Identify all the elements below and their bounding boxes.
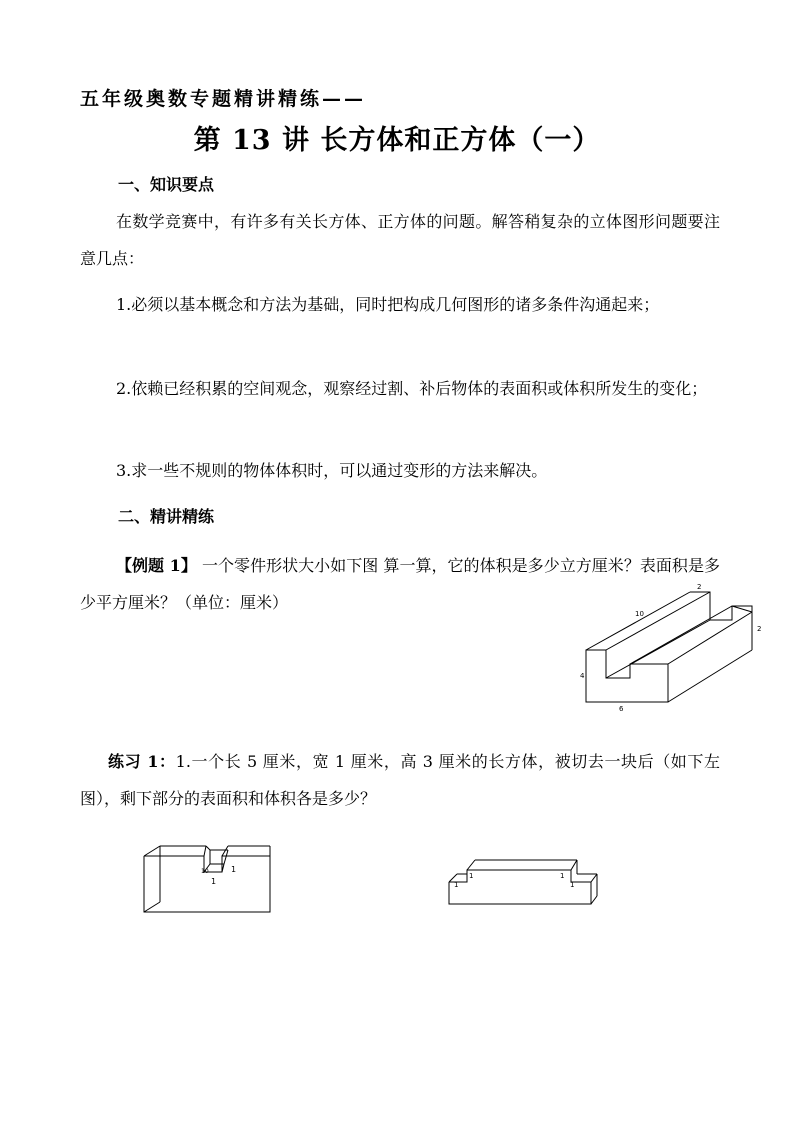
lecture-title: 第 13 讲 长方体和正方体（一） — [193, 125, 601, 156]
label-length: 10 — [635, 610, 644, 618]
knowledge-intro: 在数学竞赛中，有许多有关长方体、正方体的问题。解答稍复杂的立体图形问题要注意几点： — [80, 212, 720, 268]
example-1-figure — [580, 578, 770, 718]
exercise-1-left-figure — [140, 840, 280, 920]
label-right-side: 1 — [570, 881, 575, 889]
label-bottom-width: 6 — [619, 705, 624, 713]
label-notch-depth: 10 — [201, 868, 209, 875]
label-left-side: 1 — [454, 881, 459, 889]
exercise-1 — [80, 743, 720, 817]
label-right-top: 1 — [560, 872, 565, 880]
example-1-text: 一个零件形状大小如下图 算一算，它的体积是多少立方厘米？表面积是多少平方厘米？（单位：厘米） — [80, 556, 720, 612]
label-notch-height: 1 — [231, 865, 237, 874]
exercise-1-right-figure — [445, 852, 605, 912]
series-title: 五年级奥数专题精讲精练—— — [80, 88, 367, 110]
knowledge-point-1: 1.必须以基本概念和方法为基础，同时把构成几何图形的诸多条件沟通起来； — [116, 295, 660, 314]
knowledge-point-3: 3.求一些不规则的物体体积时，可以通过变形的方法来解决。 — [116, 461, 548, 480]
example-1-tag: 【例题 1】 — [116, 556, 197, 575]
label-top-depth: 2 — [697, 583, 702, 591]
knowledge-point-2: 2.依赖已经积累的空间观念，观察经过割、补后物体的表面积或体积所发生的变化； — [116, 379, 708, 398]
exercise-1-tag: 练习 1： — [108, 752, 176, 771]
front-face — [586, 650, 668, 702]
exercise-1-text: 1.一个长 5 厘米，宽 1 厘米，高 3 厘米的长方体，被切去一块后（如下左图），剩下部分的表面积和体积各是多少？ — [80, 752, 720, 808]
section-heading-knowledge: 一、知识要点 — [118, 175, 215, 194]
label-left-top: 1 — [469, 872, 474, 880]
label-right-height: 2 — [757, 625, 762, 633]
section-heading-practice: 二、精讲精练 — [118, 507, 215, 526]
label-left-height: 4 — [580, 672, 585, 680]
label-notch-width: 1 — [211, 877, 217, 886]
